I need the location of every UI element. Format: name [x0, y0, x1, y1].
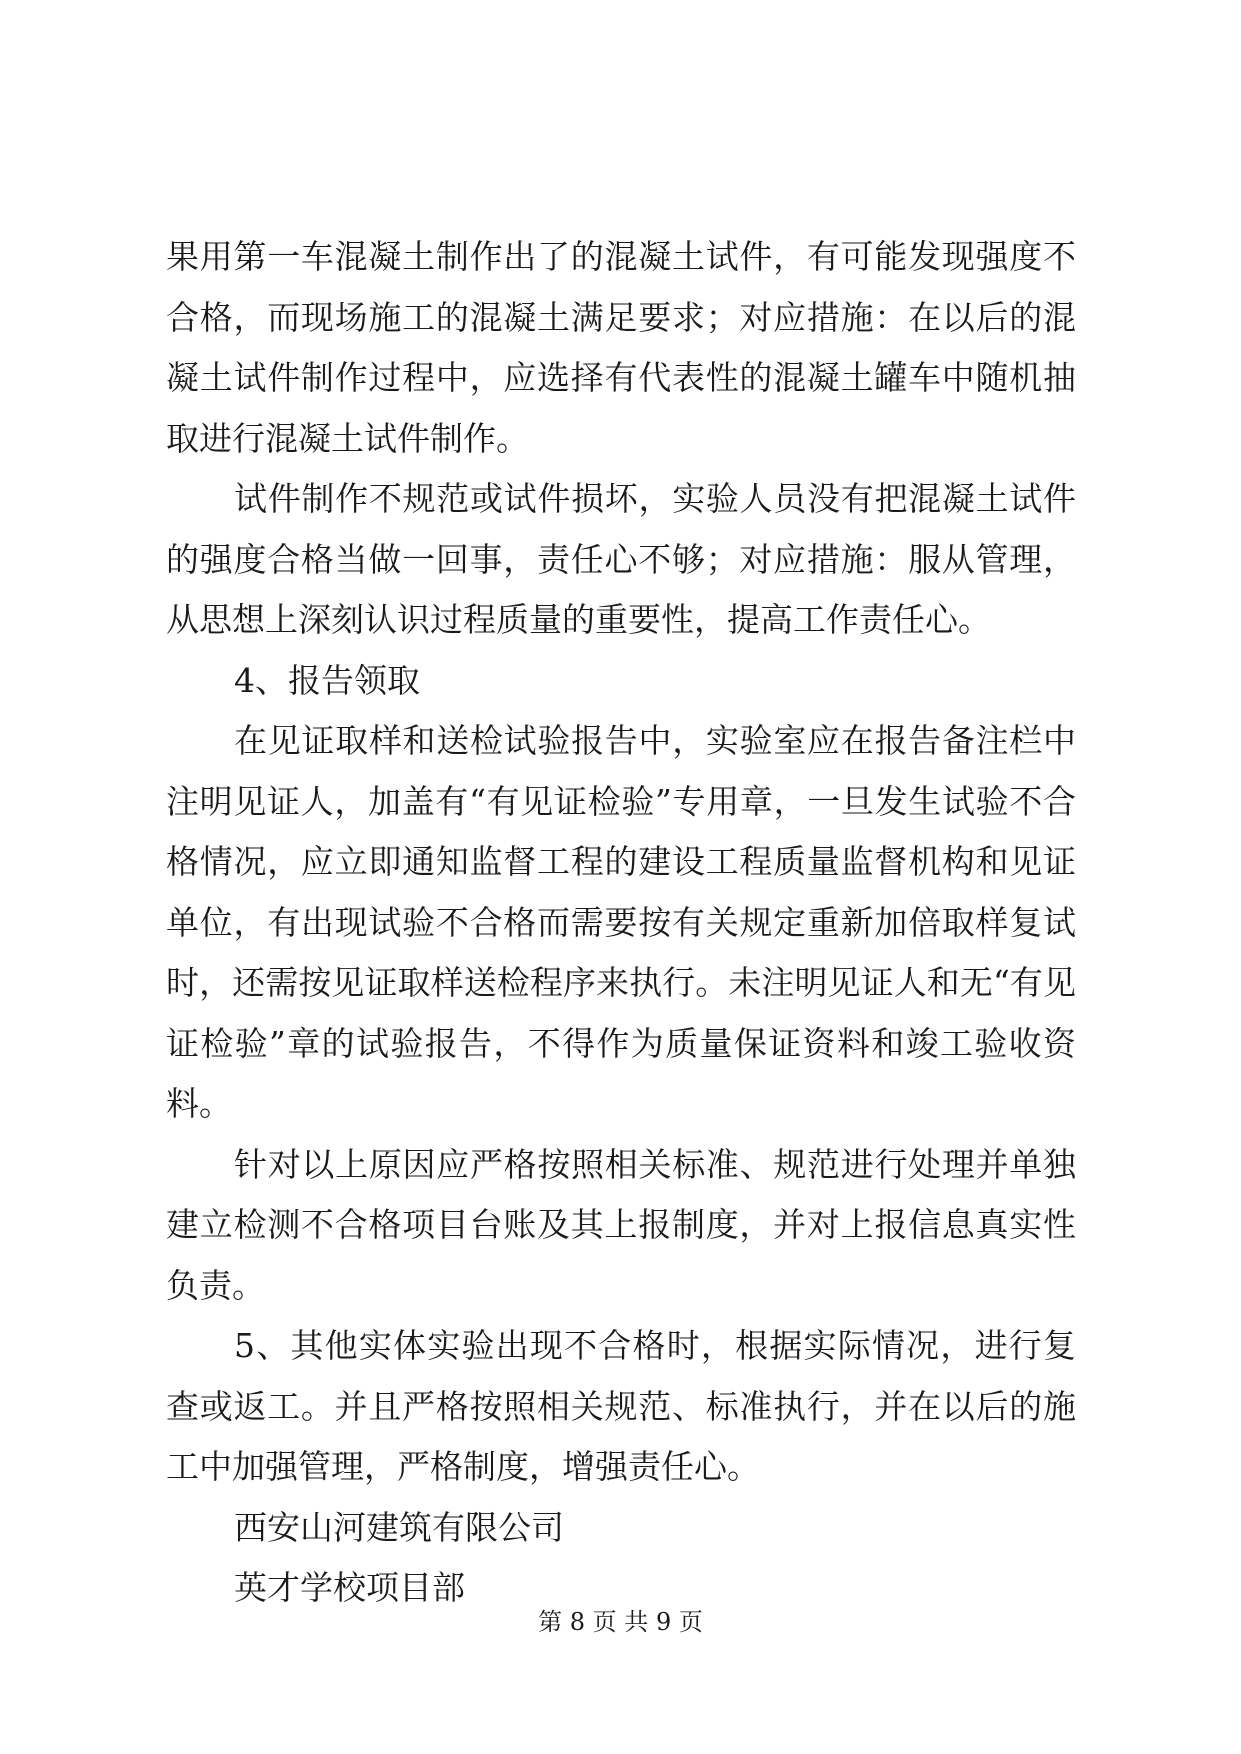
section-heading-report-collection: 4、报告领取: [234, 660, 420, 700]
paragraph-sample-damage: 试件制作不规范或试件损坏，实验人员没有把混凝土试件的强度合格当做一回事，责任心不够；对应措施：服从管理，从思想上深刻认识过程质量的重要性，提高工作责任心。: [166, 479, 1076, 639]
paragraph-witness-report: 在见证取样和送检试验报告中，实验室应在报告备注栏中注明见证人，加盖有“有见证检验”专用章，一旦发生试验不合格情况，应立即通知监督工程的建设工程质量监督机构和见证单位，有出现试验不合格而需要按有关规定重新加倍取样复试时，还需按见证取样送检程序来执行。未注明见证人和无“有见证检验”章的试验报告，不得作为质量保证资料和竣工验收资料。: [166, 721, 1076, 1123]
paragraph-other-tests: 5、其他实体实验出现不合格时，根据实际情况，进行复查或返工。并且严格按照相关规范、标准执行，并在以后的施工中加强管理，严格制度，增强责任心。: [166, 1326, 1076, 1486]
paragraph-continuation: 果用第一车混凝土制作出了的混凝土试件，有可能发现强度不合格，而现场施工的混凝土满足要求；对应措施：在以后的混凝土试件制作过程中，应选择有代表性的混凝土罐车中随机抽取进行混凝土试件制作。: [166, 237, 1076, 458]
paragraph-ledger: 针对以上原因应严格按照相关标准、规范进行处理并单独建立检测不合格项目台账及其上报制度，并对上报信息真实性负责。: [166, 1144, 1076, 1305]
signature-company: 西安山河建筑有限公司: [234, 1507, 564, 1547]
page-footer: [0, 1607, 1241, 1637]
page-number: 第 8 页 共 9 页: [538, 1608, 703, 1636]
document-body: [166, 227, 1076, 1619]
signature-project-dept: 英才学校项目部: [234, 1568, 465, 1607]
